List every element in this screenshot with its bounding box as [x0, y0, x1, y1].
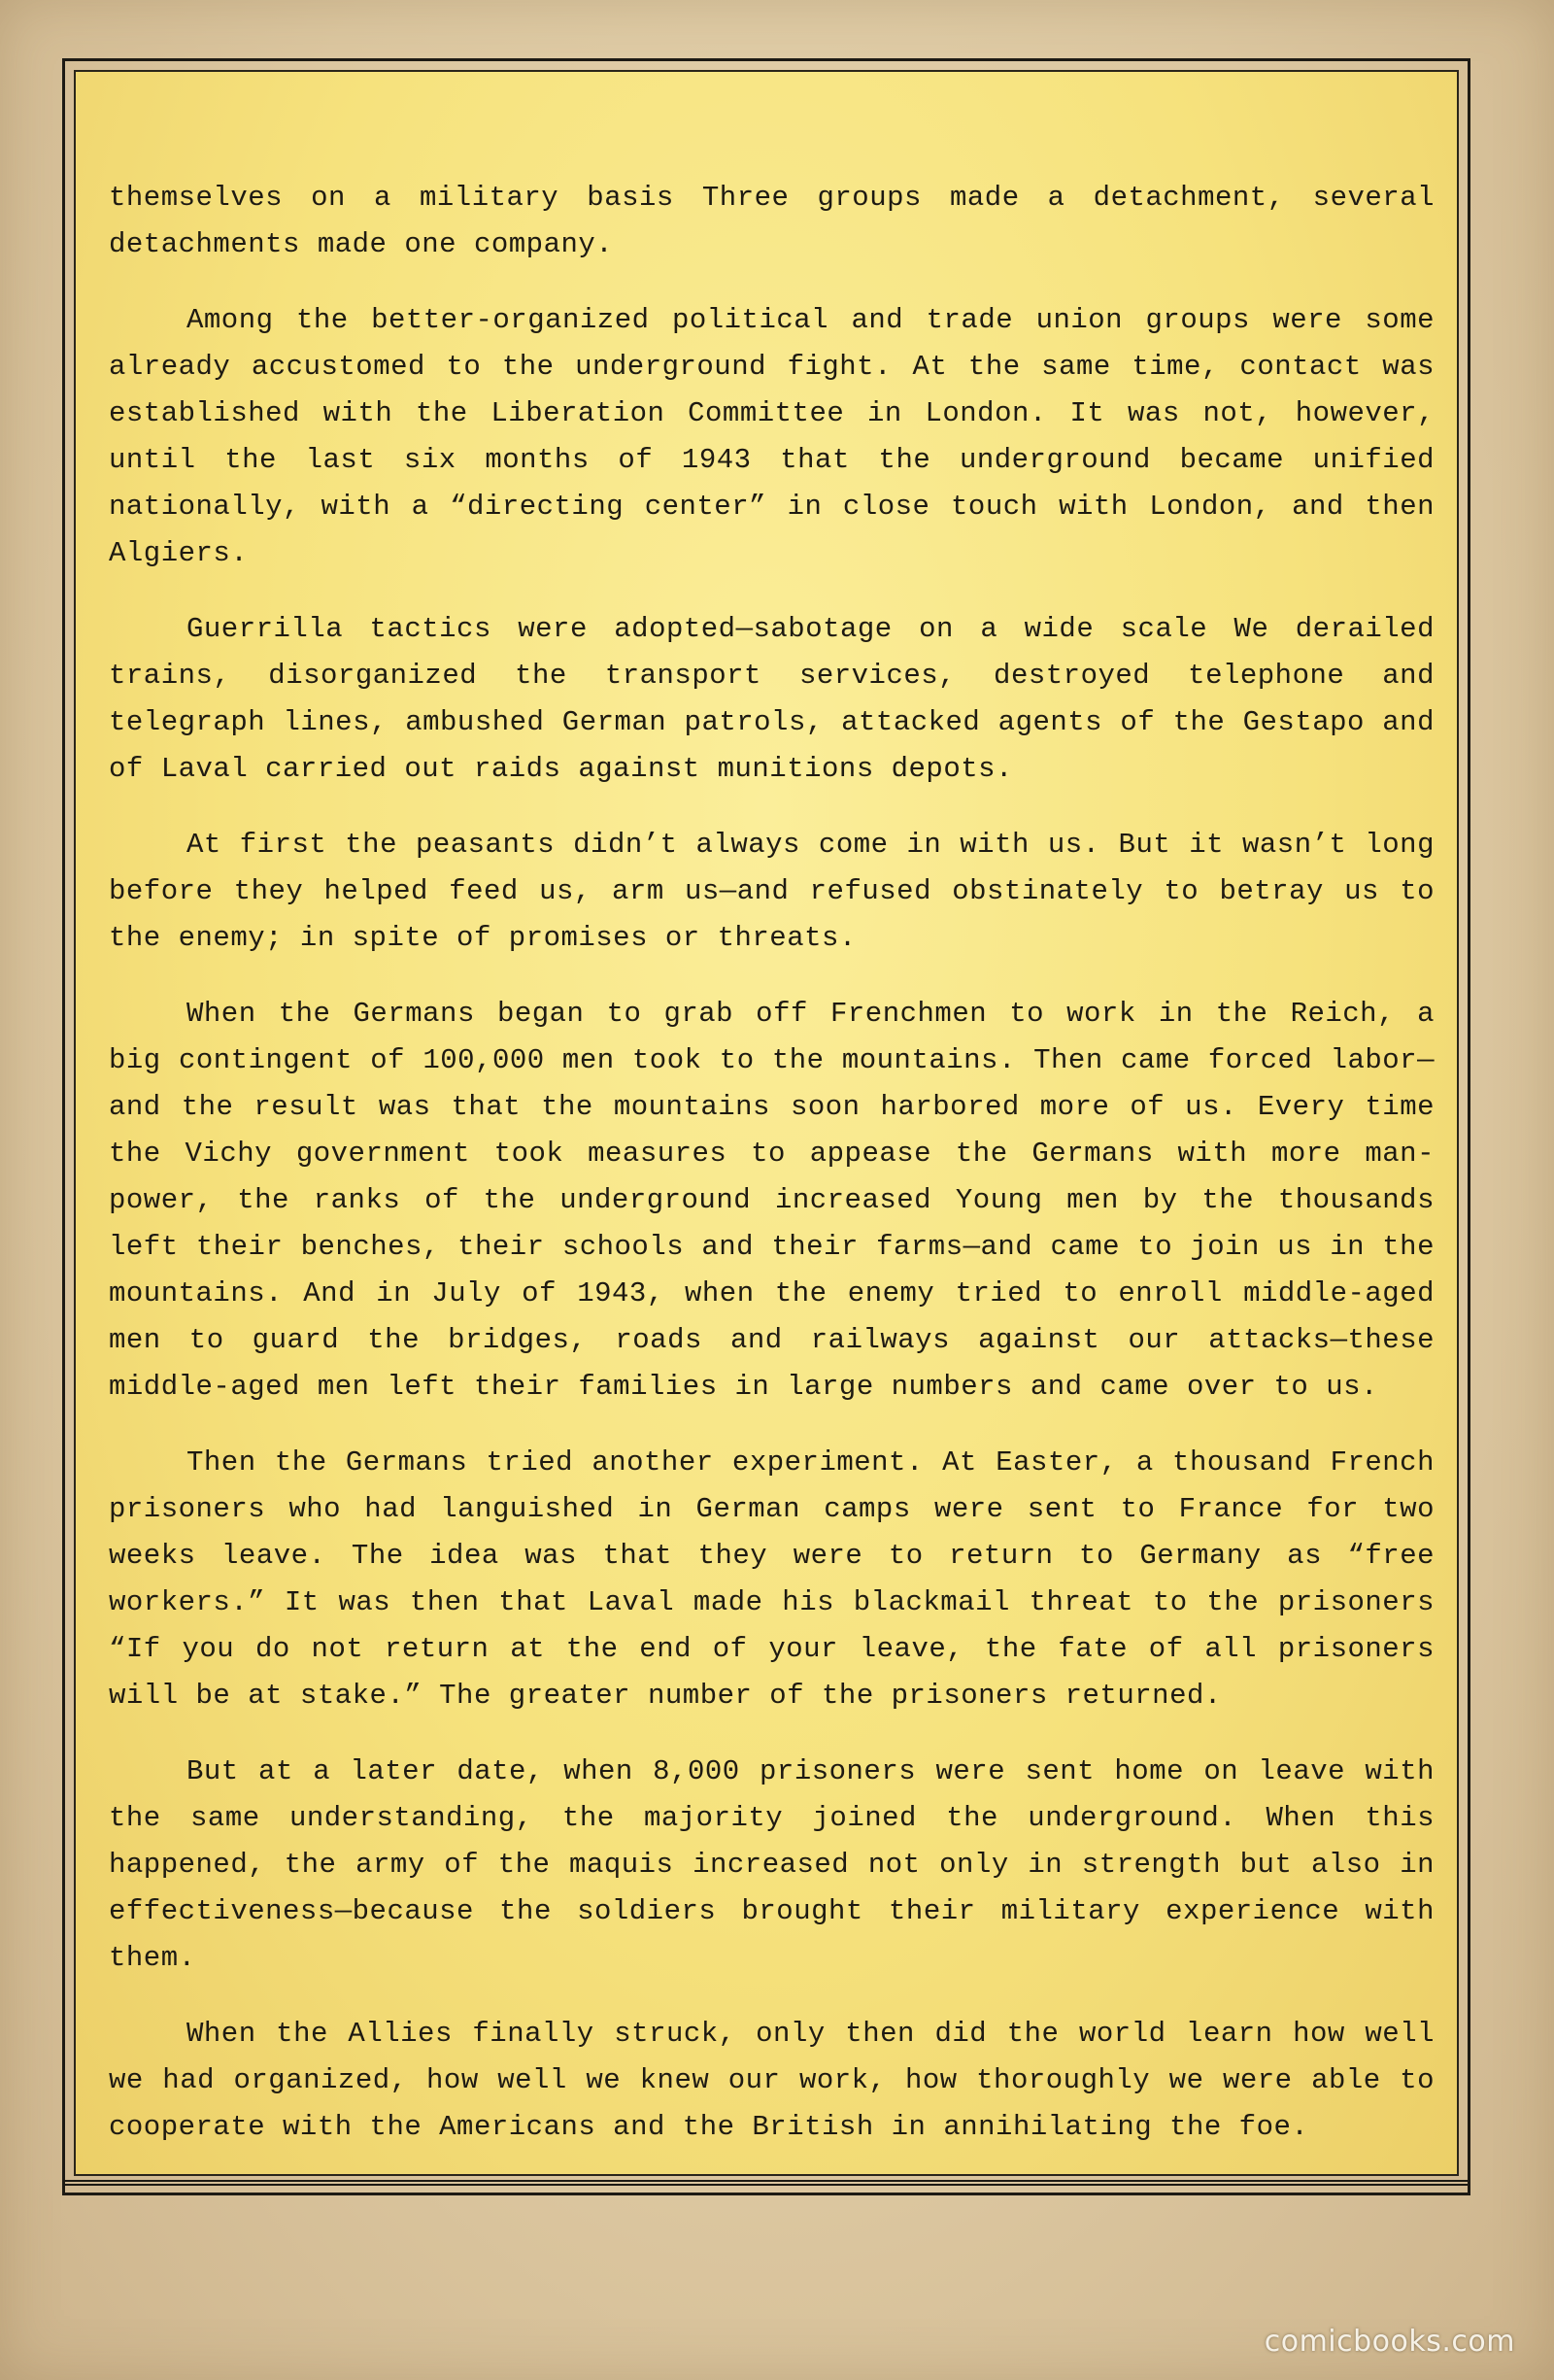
- paragraph-5: When the Germans began to grab off Frenchmen to work in the Reich, a big contingent of 100,000 men took to the mountains. Then came forced labor—and the result was that the mountains soon harbored more of us. Every time the Vichy government took measures to appease the Germans with more man-power, the ranks of the underground increased Young men by the thousands left their benches, their schools and their farms—and came to join us in the mountains. And in July of 1943, when the enemy tried to enroll middle-aged men to guard the bridges, roads and railways against our attacks—these middle-aged men left their families in large numbers and came over to us.: [109, 998, 1435, 1403]
- paragraph-1: themselves on a military basis Three groups made a detachment, several detachments made one company.: [109, 182, 1435, 260]
- article-body: [109, 175, 1435, 2180]
- paragraph-7: But at a later date, when 8,000 prisoners were sent home on leave with the same understanding, the majority joined the underground. When this happened, the army of the maquis increased not only in strength but also in effectiveness—because the soldiers brought their military experience with them.: [109, 1755, 1435, 1974]
- paragraph-4: At first the peasants didn’t always come in with us. But it wasn’t long before they helped feed us, arm us—and refused obstinately to betray us to the enemy; in spite of promises or threats.: [109, 829, 1435, 954]
- paragraph-2: Among the better-organized political and trade union groups were some already accustomed to the underground fight. At the same time, contact was established with the Liberation Committee in London. It was not, however, until the last six months of 1943 that the underground became unified nationally, with a “directing center” in close touch with London, and then Algiers.: [109, 304, 1435, 569]
- panel-bottom-rule: [62, 2180, 1470, 2186]
- paragraph-3: Guerrilla tactics were adopted—sabotage on a wide scale We derailed trains, disorganized the transport services, destroyed telephone and telegraph lines, ambushed German patrols, attacked agents of the Gestapo and of Laval carried out raids against munitions depots.: [109, 613, 1435, 785]
- paragraph-6: Then the Germans tried another experiment. At Easter, a thousand French prisoners who had languished in German camps were sent to France for two weeks leave. The idea was that they were to return to Germany as “free workers.” It was then that Laval made his blackmail threat to the prisoners “If you do not return at the end of your leave, the fate of all prisoners will be at stake.” The greater number of the prisoners returned.: [109, 1446, 1435, 1712]
- site-watermark: comicbooks.com: [1264, 2325, 1515, 2359]
- paragraph-8: When the Allies finally struck, only then did the world learn how well we had organized, how well we knew our work, how thoroughly we were able to cooperate with the Americans and the British in annihilating the foe.: [109, 2018, 1435, 2143]
